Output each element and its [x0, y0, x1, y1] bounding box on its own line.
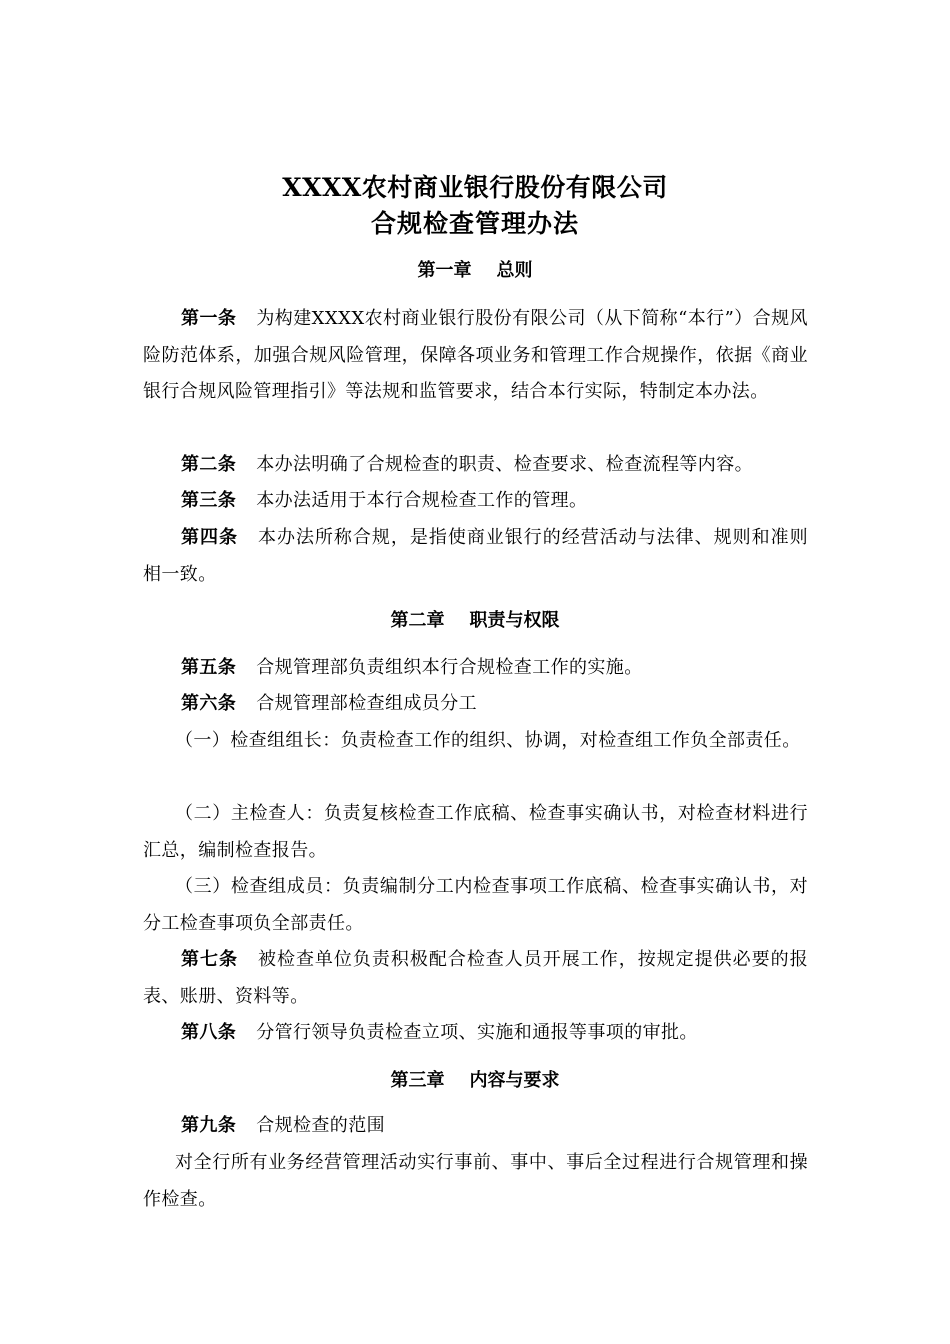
article-paragraph	[143, 1108, 808, 1145]
article-text: 分管行领导负责检查立项、实施和通报等事项的审批。	[256, 1022, 698, 1043]
article-label: 第七条	[181, 949, 238, 970]
article-label: 第二条	[181, 454, 237, 475]
chapter-heading	[0, 256, 950, 286]
article-text: 合规管理部检查组成员分工	[256, 693, 478, 714]
article-paragraph	[143, 942, 808, 1015]
article-label: 第五条	[181, 657, 237, 678]
article-paragraph	[143, 483, 808, 520]
article-paragraph	[143, 686, 808, 723]
chapter-heading	[0, 1066, 950, 1096]
document-title-line2: 合规检查管理办法	[370, 209, 579, 238]
article-paragraph	[143, 301, 808, 411]
chapter-name: 职责与权限	[469, 610, 560, 631]
article-label: 第九条	[181, 1115, 237, 1136]
chapter-name: 内容与要求	[469, 1070, 560, 1091]
article-text: 本办法适用于本行合规检查工作的管理。	[256, 490, 588, 511]
article-paragraph	[143, 1015, 808, 1052]
article-text: 合规检查的范围	[256, 1115, 386, 1136]
article-label: 第三条	[181, 490, 237, 511]
article-body: 对全行所有业务经营管理活动实行事前、事中、事后全过程进行合规管理和操作检查。	[143, 1152, 808, 1210]
article-label: 第一条	[181, 308, 237, 329]
chapter-label: 第一章	[417, 260, 472, 281]
list-item: （二）主检查人：负责复核检查工作底稿、检查事实确认书，对检查材料进行汇总，编制检查报告。	[143, 803, 808, 861]
list-item: （一）检查组组长：负责检查工作的组织、协调，对检查组工作负全部责任。	[175, 730, 801, 751]
list-item: （三）检查组成员：负责编制分工内检查事项工作底稿、检查事实确认书，对分工检查事项负全部责任。	[143, 876, 808, 934]
article-paragraph	[143, 650, 808, 687]
article-paragraph	[143, 520, 808, 593]
chapter-heading	[0, 606, 950, 636]
article-text: 为构建XXXX农村商业银行股份有限公司（从下简称“本行”）合规风险防范体系，加强合规风险管理，保障各项业务和管理工作合规操作，依据《商业银行合规风险管理指引》等法规和监管要求，结合本行实际，特制定本办法。	[143, 308, 809, 402]
article-label: 第六条	[181, 693, 237, 714]
article-text: 本办法所称合规，是指使商业银行的经营活动与法律、规则和准则相一致。	[143, 527, 808, 585]
article-paragraph	[143, 447, 808, 484]
article-text: 合规管理部负责组织本行合规检查工作的实施。	[256, 657, 643, 678]
document-title-line1: XXXX农村商业银行股份有限公司	[282, 173, 668, 202]
chapter-label: 第二章	[390, 610, 445, 631]
chapter-name: 总则	[496, 260, 533, 281]
article-label: 第四条	[181, 527, 238, 548]
article-text: 本办法明确了合规检查的职责、检查要求、检查流程等内容。	[256, 454, 754, 475]
article-text: 被检查单位负责积极配合检查人员开展工作，按规定提供必要的报表、账册、资料等。	[143, 949, 808, 1007]
article-label: 第八条	[181, 1022, 237, 1043]
chapter-label: 第三章	[390, 1070, 445, 1091]
